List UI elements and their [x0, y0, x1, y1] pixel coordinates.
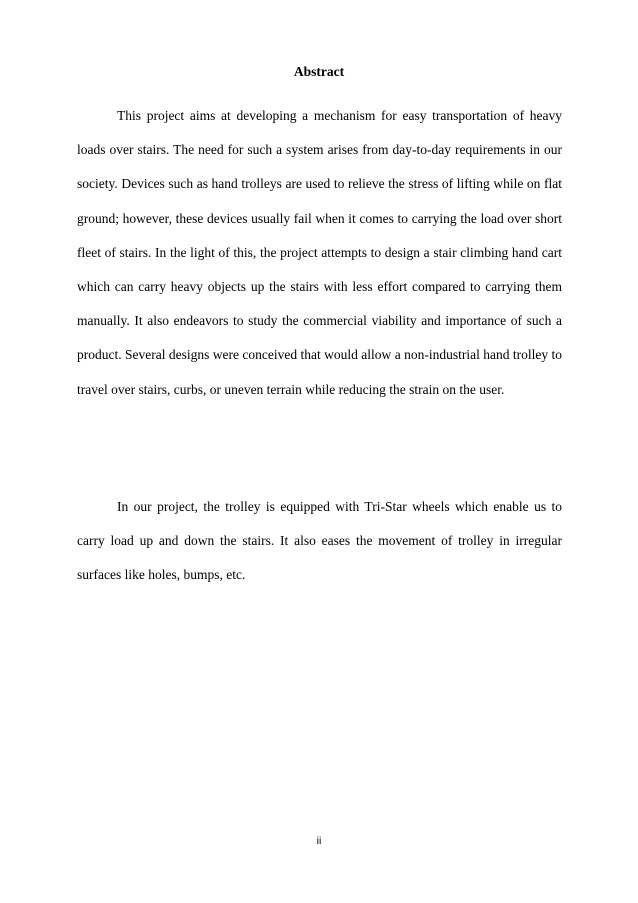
abstract-paragraph-1: This project aims at developing a mechanism for easy transportation of heavy loads over stairs. The need for such a system arises from day-to-day requirements in our society. Devices such as hand trolleys are used to relieve the stress of lifting while on flat ground; however, these devices usually fail when it comes to carrying the load over short fleet of stairs. In the light of this, the project attempts to design a stair climbing hand cart which can carry heavy objects up the stairs with less effort compared to carrying them manually. It also endeavors to study the commercial viability and importance of such a product. Several designs were conceived that would allow a non-industrial hand trolley to travel over stairs, curbs, or uneven terrain while reducing the strain on the user. — [77, 108, 562, 397]
abstract-heading: Abstract — [293, 64, 345, 79]
abstract-paragraph-2: In our project, the trolley is equipped with Tri-Star wheels which enable us to carry load up and down the stairs. It also eases the movement of trolley in irregular surfaces like holes, bumps, etc. — [77, 499, 562, 583]
page-number: ii — [316, 835, 322, 847]
